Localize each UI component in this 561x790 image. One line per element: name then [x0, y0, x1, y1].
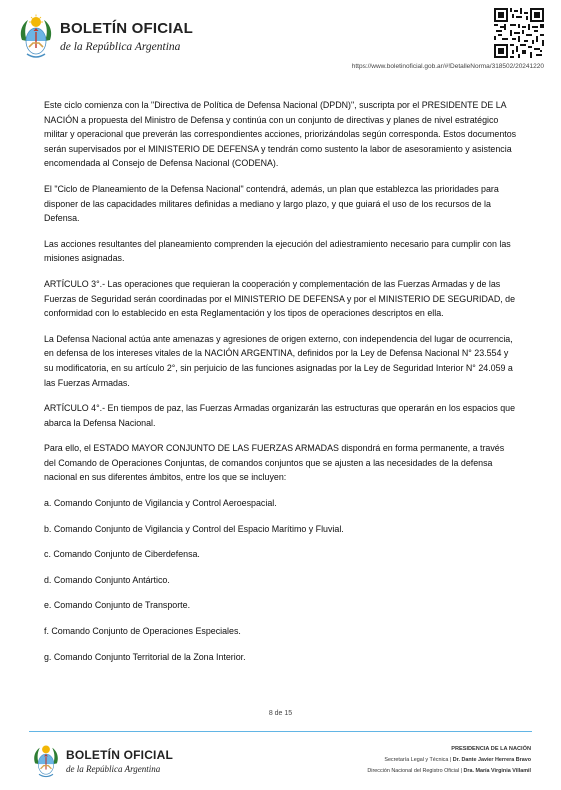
- document-body: [44, 98, 518, 675]
- official-name: Dra. María Virginia Villamil: [463, 768, 531, 774]
- joint-commands-list: [44, 496, 518, 664]
- paragraph: El "Ciclo de Planeamiento de la Defensa Nacional" contendrá, además, un plan que establezca las prioridades para disponer de las capacidades militares definidas a mediano y largo plazo, y que guiará el uso de los recursos de la Defensa.: [44, 183, 499, 224]
- office-name: Secretaría Legal y Técnica: [384, 757, 449, 763]
- footer-credits: [367, 744, 531, 777]
- coat-of-arms-icon: [32, 742, 60, 780]
- brand-subtitle: de la República Argentina: [60, 41, 181, 53]
- qr-code-icon[interactable]: [494, 8, 544, 58]
- footer-brand-subtitle: de la República Argentina: [66, 764, 161, 774]
- brand-title: BOLETÍN OFICIAL: [60, 20, 193, 37]
- list-item: a. Comando Conjunto de Vigilancia y Control Aeroespacial.: [44, 498, 277, 509]
- footer-brand-title: BOLETÍN OFICIAL: [66, 748, 173, 762]
- list-item: e. Comando Conjunto de Transporte.: [44, 600, 191, 611]
- official-name: Dr. Dante Javier Herrera Bravo: [452, 757, 531, 763]
- footer-credit-line: Secretaría Legal y Técnica | Dr. Dante Javier Herrera Bravo: [384, 757, 531, 763]
- footer-divider: [29, 731, 532, 732]
- list-item: c. Comando Conjunto de Ciberdefensa.: [44, 549, 200, 560]
- document-url[interactable]: https://www.boletinoficial.gob.ar/#!DetalleNorma/318502/20241220: [351, 63, 544, 70]
- presidency-label: PRESIDENCIA DE LA NACIÓN: [451, 746, 531, 752]
- list-item: d. Comando Conjunto Antártico.: [44, 574, 170, 585]
- boletin-oficial-logo[interactable]: [18, 14, 193, 64]
- list-item: g. Comando Conjunto Territorial de la Zona Interior.: [44, 651, 246, 662]
- paragraph: Este ciclo comienza con la "Directiva de Política de Defensa Nacional (DPDN)", suscripta por el PRESIDENTE DE LA NACIÓN a propuesta del Ministro de Defensa y continúa con un conjunto de directivas y planes de nivel estratégico militar y operacional que preverán las correspondientes acciones, priorizándolas según corresponda. Estos documentos serán supervisados por el MINISTERIO DE DEFENSA y tendrán como sustento la labor de asesoramiento y asistencia encomendada al Consejo de Defensa Nacional (CODENA).: [44, 100, 517, 169]
- coat-of-arms-icon: [18, 14, 54, 60]
- paragraph: Para ello, el ESTADO MAYOR CONJUNTO DE LAS FUERZAS ARMADAS dispondrá en forma permanente, a través del Comando de Operaciones Conjuntas, de comandos conjuntos que se ajusten a las necesidades de la defensa nacional en sus diferentes ámbitos, entre los que se incluyen:: [44, 443, 505, 483]
- page-header: [0, 0, 561, 78]
- article-4-paragraph: ARTÍCULO 4°.- En tiempos de paz, las Fuerzas Armadas organizarán las estructuras que operarán en los espacios que abarca la Defensa Nacional.: [44, 403, 516, 428]
- footer-logo: [32, 742, 202, 786]
- paragraph: Las acciones resultantes del planeamiento comprenden la ejecución del adiestramiento necesario para cumplir con las misiones asignadas.: [44, 238, 511, 264]
- paragraph: La Defensa Nacional actúa ante amenazas y agresiones de origen externo, con independencia del lugar de ocurrencia, en defensa de los intereses vitales de la NACIÓN ARGENTINA, definidos por la Ley de Defensa Nacional N° 23.554 y su modificatoria, en su artículo 2°, sin perjuicio de las funciones asignadas por la Ley de Seguridad Interior N° 24.059 a las Fuerzas Armadas.: [44, 333, 513, 388]
- list-item: f. Comando Conjunto de Operaciones Especiales.: [44, 626, 241, 637]
- office-name: Dirección Nacional del Registro Oficial: [367, 768, 460, 774]
- page-number: 8 de 15: [268, 710, 293, 717]
- article-3-paragraph: ARTÍCULO 3°.- Las operaciones que requieran la cooperación y complementación de las Fuerzas Armadas y de las Fuerzas de Seguridad serán coordinadas por el MINISTERIO DE DEFENSA y por el MINISTERIO DE SEGURIDAD, de conformidad con lo establecido en esta Reglamentación y los tipos de operaciones descriptos en ella.: [44, 278, 516, 319]
- list-item: b. Comando Conjunto de Vigilancia y Control del Espacio Marítimo y Fluvial.: [44, 523, 344, 534]
- footer-credit-line: Dirección Nacional del Registro Oficial | Dra. María Virginia Villamil: [367, 768, 531, 774]
